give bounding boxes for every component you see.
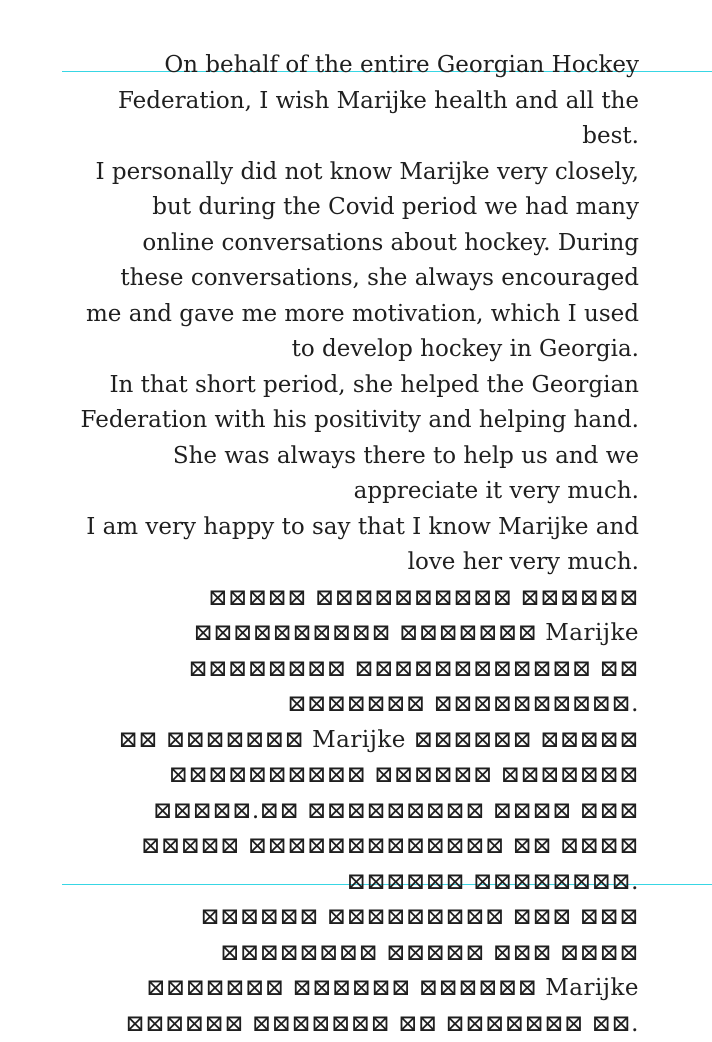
english-paragraph-4: I am very happy to say that I know Marijke and love her very much. [86,513,639,575]
english-paragraph-2: I personally did not know Marijke very closely, but during the Covid period we had many online conversations about hockey. During these conversations, she always encouraged me and gave me more motivation, which I used to develop hockey in Georgia. [86,158,639,362]
georgian-paragraph-1: ⊠⊠⊠⊠⊠ ⊠⊠⊠⊠⊠⊠⊠⊠⊠⊠ ⊠⊠⊠⊠⊠⊠ ⊠⊠⊠⊠⊠⊠⊠⊠⊠⊠ ⊠⊠⊠⊠⊠⊠⊠ Marijke ⊠⊠⊠⊠⊠⊠⊠⊠ ⊠⊠⊠⊠⊠⊠⊠⊠⊠⊠⊠⊠ ⊠⊠ ⊠⊠⊠⊠⊠⊠⊠ ⊠⊠⊠⊠⊠⊠⊠⊠⊠⊠. [188,584,639,717]
english-paragraph-3: In that short period, she helped the Georgian Federation with his positivity and helping hand. She was always there to help us and we appreciate it very much. [80,371,639,504]
georgian-paragraph-2: ⊠⊠ ⊠⊠⊠⊠⊠⊠⊠ Marijke ⊠⊠⊠⊠⊠⊠ ⊠⊠⊠⊠⊠ ⊠⊠⊠⊠⊠⊠⊠⊠⊠⊠ ⊠⊠⊠⊠⊠⊠ ⊠⊠⊠⊠⊠⊠⊠ ⊠⊠⊠⊠⊠.⊠⊠ ⊠⊠⊠⊠⊠⊠⊠⊠⊠ ⊠⊠⊠⊠ ⊠⊠⊠ ⊠⊠⊠⊠⊠ ⊠⊠⊠⊠⊠⊠⊠⊠⊠⊠⊠⊠⊠ ⊠⊠ ⊠⊠⊠⊠ ⊠⊠⊠⊠⊠⊠ ⊠⊠⊠⊠⊠⊠⊠⊠. [118,726,639,895]
georgian-paragraph-3: ⊠⊠⊠⊠⊠⊠ ⊠⊠⊠⊠⊠⊠⊠⊠⊠ ⊠⊠⊠ ⊠⊠⊠ ⊠⊠⊠⊠⊠⊠⊠⊠ ⊠⊠⊠⊠⊠ ⊠⊠⊠ ⊠⊠⊠⊠ ⊠⊠⊠⊠⊠⊠⊠ ⊠⊠⊠⊠⊠⊠ ⊠⊠⊠⊠⊠⊠ Marijke ⊠⊠⊠⊠⊠⊠ ⊠⊠⊠⊠⊠⊠⊠ ⊠⊠ ⊠⊠⊠⊠⊠⊠⊠ ⊠⊠. [125,904,639,1037]
text-block [80,48,639,1042]
english-paragraph-1: On behalf of the entire Georgian Hockey Federation, I wish Marijke health and all the best. [117,52,639,149]
